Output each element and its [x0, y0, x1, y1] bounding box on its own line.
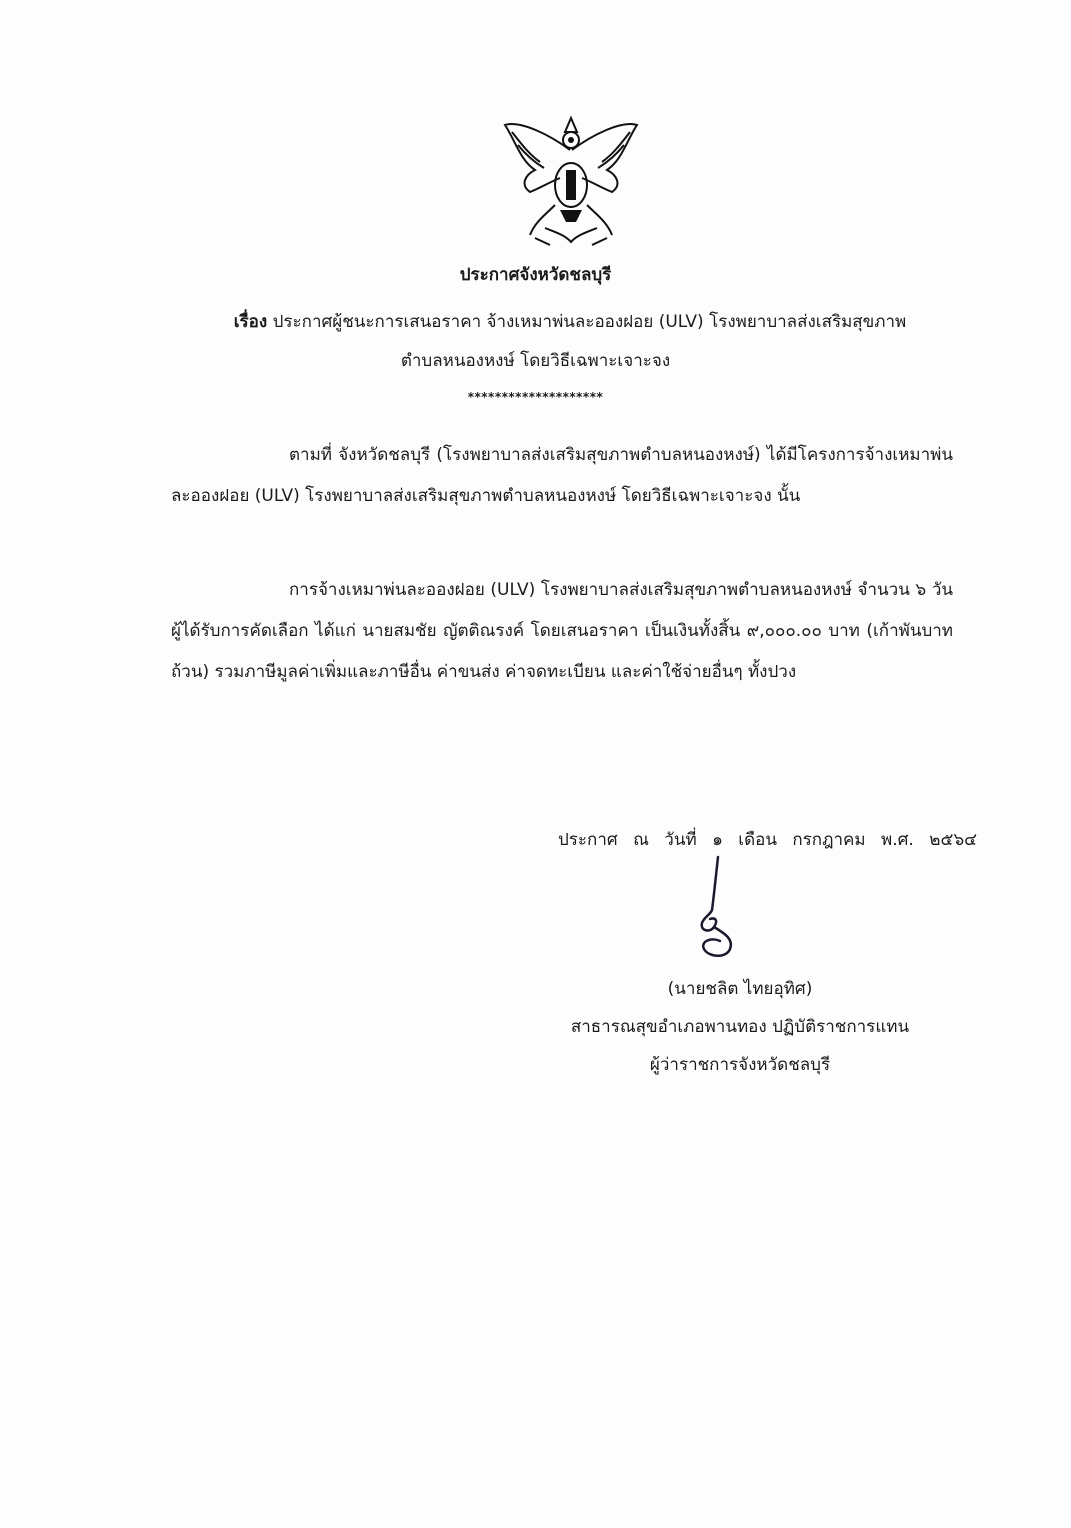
signer-authority: ผู้ว่าราชการจังหวัดชลบุรี	[649, 1055, 831, 1075]
announce-month: กรกฎาคม	[792, 830, 866, 850]
subject-line-1	[200, 310, 940, 334]
paragraph-2: การจ้างเหมาพ่นละอองฝอย (ULV) โรงพยาบาลส่งเสริมสุขภาพตำบลหนองหงษ์ จำนวน ๖ วัน ผู้ได้รับการคัดเลือก ได้แก่ นายสมชัย ญัตติณรงค์ โดยเสนอราคา เป็นเงินทั้งสิ้น ๙,๐๐๐.๐๐ บาท (เก้าพันบาทถ้วน) รวมภาษีมูลค่าเพิ่มและภาษีอื่น ค่าขนส่ง ค่าจดทะเบียน และค่าใช้จ่ายอื่นๆ ทั้งปวง	[171, 580, 953, 682]
announce-at: ณ	[633, 830, 649, 850]
subject-line-2: ตำบลหนองหงษ์ โดยวิธีเฉพาะเจาะจง	[400, 351, 671, 371]
announce-month-label: เดือน	[738, 830, 777, 850]
paragraph-1: ตามที่ จังหวัดชลบุรี (โรงพยาบาลส่งเสริมสุขภาพตำบลหนองหงษ์) ได้มีโครงการจ้างเหมาพ่นละอองฝอย (ULV) โรงพยาบาลส่งเสริมสุขภาพตำบลหนองหงษ์ โดยวิธีเฉพาะเจาะจง นั้น	[171, 445, 953, 506]
separator: ********************	[467, 390, 604, 404]
handwritten-signature	[690, 855, 750, 960]
announce-day: ๑	[712, 830, 723, 850]
announce-year-label: พ.ศ.	[881, 830, 914, 850]
signer-name: (นายชลิต ไทยอุทิศ)	[667, 979, 813, 999]
signature-block	[540, 970, 940, 1084]
subject-text: ประกาศผู้ชนะการเสนอราคา จ้างเหมาพ่นละอองฝอย (ULV) โรงพยาบาลส่งเสริมสุขภาพ	[272, 312, 907, 332]
announce-prefix: ประกาศ	[558, 830, 618, 850]
document-title: ประกาศจังหวัดชลบุรี	[459, 265, 612, 285]
announce-year: ๒๕๖๔	[929, 830, 977, 850]
announce-day-label: วันที่	[664, 830, 697, 850]
subject-label: เรื่อง	[233, 312, 268, 332]
garuda-emblem-icon	[500, 110, 642, 250]
announce-date	[558, 826, 987, 854]
signer-position: สาธารณสุขอำเภอพานทอง ปฏิบัติราชการแทน	[570, 1017, 910, 1037]
